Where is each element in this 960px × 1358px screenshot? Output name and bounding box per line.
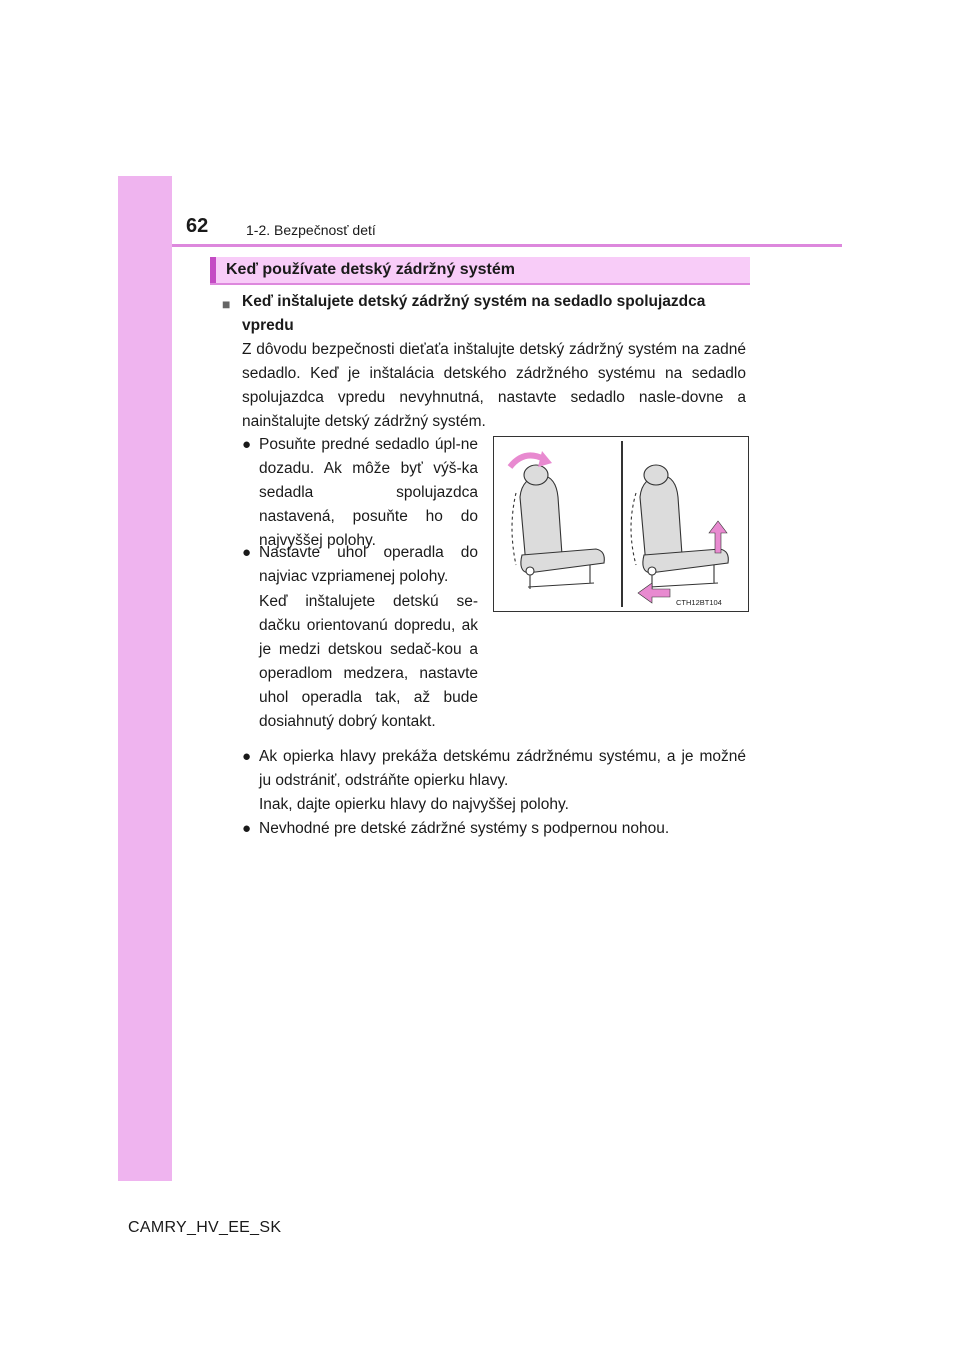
intro-paragraph: Z dôvodu bezpečnosti dieťaťa inštalujte detský zádržný systém na zadné sedadlo. Keď je inštalácia detského zádržného systému na sedadlo spolujazdca vpredu nevyhnutná, nastavte sedadlo nasle-dovne a nainštalujte detský zádržný systém. — [242, 341, 746, 430]
section-title: Keď používate detský zádržný systém — [226, 261, 515, 278]
header-divider — [172, 244, 842, 247]
subsection-heading — [222, 290, 748, 338]
figure-code: CTH12BT104 — [676, 598, 722, 607]
seat-adjustment-illustration — [493, 436, 749, 612]
breadcrumb: 1-2. Bezpečnosť detí — [246, 222, 376, 238]
list-item — [242, 541, 478, 589]
list-item — [242, 433, 478, 553]
subsection-title: Keď inštalujete detský zádržný systém na sedadlo spolujazdca vpredu — [242, 293, 706, 334]
section-marker — [210, 257, 216, 283]
page-number: 62 — [186, 215, 209, 237]
section-heading — [210, 257, 750, 285]
bullet-dot-icon: ● — [242, 820, 252, 837]
bullet-dot-icon: ● — [242, 748, 252, 765]
square-bullet-icon: ■ — [222, 296, 231, 312]
seat-up-arrow — [709, 521, 727, 553]
bullet-text: Ak opierka hlavy prekáža detskému zádržnému systému, a je možné ju odstrániť, odstráňte opierku hlavy. — [259, 748, 746, 789]
seat-left-illustration — [512, 465, 604, 589]
bullet-note: Inak, dajte opierku hlavy do najvyššej polohy. — [259, 796, 569, 813]
list-item — [242, 745, 746, 793]
bullet-note: Keď inštalujete detskú se-dačku orientovanú dopredu, ak je medzi detskou sedač-kou a operadlom medzera, nastavte uhol operadla tak, až bude dosiahnutý dobrý kontakt. — [259, 593, 478, 730]
document-code: CAMRY_HV_EE_SK — [128, 1219, 282, 1236]
bullet-text: Nastavte uhol operadla do najviac vzpriamenej polohy. — [259, 544, 478, 585]
side-margin-band — [118, 176, 172, 1181]
bullet-text: Nevhodné pre detské zádržné systémy s podpernou nohou. — [259, 820, 670, 837]
bullet-dot-icon: ● — [242, 436, 252, 453]
bullet-text: Posuňte predné sedadlo úpl-ne dozadu. Ak môže byť výš-ka sedadla spolujazdca nastavená, posuňte ho do najvyššej polohy. — [259, 436, 478, 549]
bullet-dot-icon: ● — [242, 544, 252, 561]
list-item — [242, 817, 746, 841]
